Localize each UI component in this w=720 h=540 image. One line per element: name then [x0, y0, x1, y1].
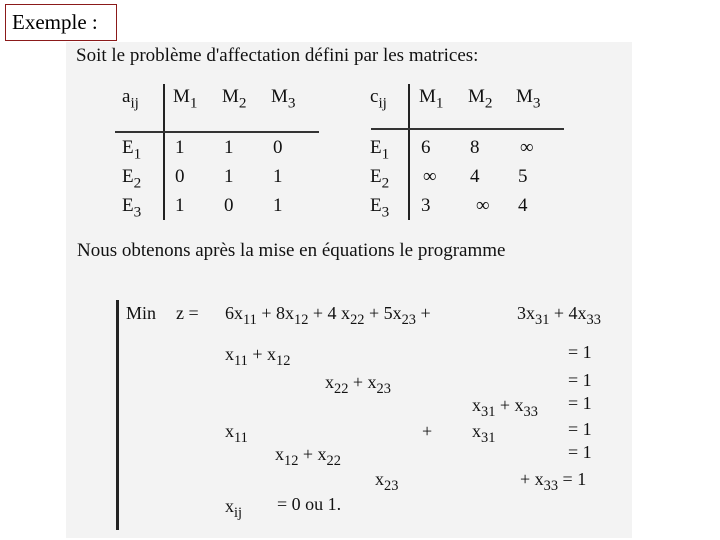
term-base: a	[122, 86, 131, 107]
subscript: ij	[234, 505, 242, 522]
table-cell: ∞	[476, 195, 490, 216]
table-cell: 4	[470, 166, 480, 187]
subscript: 2	[238, 94, 247, 112]
subscript: 3	[381, 203, 390, 221]
table-cell: 1	[224, 137, 234, 158]
term-base: x	[225, 496, 234, 516]
table-cell: 1	[224, 166, 234, 187]
subscript: 23	[384, 478, 399, 495]
subscript: 1	[189, 94, 198, 112]
subscript: 2	[133, 174, 142, 192]
subscript: 12	[284, 453, 299, 470]
term-base: + 5x	[364, 303, 402, 323]
term-base: M	[173, 86, 190, 107]
subscript: 33	[586, 312, 601, 329]
subscript: 23	[376, 381, 391, 398]
term-base: E	[122, 195, 134, 216]
subscript: 31	[481, 430, 496, 447]
term-base: x	[225, 421, 234, 441]
column-header	[419, 86, 444, 112]
constraint-rhs: = 1	[568, 442, 592, 462]
table-cell: 1	[273, 166, 283, 187]
subscript: 2	[484, 94, 493, 112]
term-base: x	[472, 421, 481, 441]
term-base: E	[122, 137, 134, 158]
term-base: E	[122, 166, 134, 187]
term-base: E	[370, 166, 382, 187]
table-cell: 1	[175, 195, 185, 216]
row-header	[122, 195, 142, 221]
subscript: 31	[535, 312, 550, 329]
subscript: 1	[381, 145, 390, 163]
plus-sign: +	[422, 421, 433, 441]
term-base: +	[416, 303, 431, 323]
term-base: + x	[247, 344, 277, 364]
row-header	[122, 166, 142, 192]
row-header	[370, 137, 390, 163]
term-base: + x	[495, 395, 524, 415]
table-cell: 3	[421, 195, 431, 216]
subscript: 11	[234, 430, 248, 447]
column-header	[222, 86, 247, 112]
constraint-lhs	[225, 421, 248, 447]
subscript: 33	[543, 478, 559, 495]
constraint-rhs: = 1	[568, 393, 592, 413]
intro-text: Soit le problème d'affectation défini par les matrices:	[76, 45, 479, 66]
term-base: M	[419, 86, 436, 107]
term-base: M	[271, 86, 288, 107]
term-base: x	[275, 444, 284, 464]
constraint-lhs	[472, 395, 538, 421]
subscript: 12	[276, 353, 291, 370]
term-base: + 4x	[549, 303, 587, 323]
subscript: 11	[234, 353, 248, 370]
term-base: x	[375, 469, 384, 489]
term-base: c	[370, 86, 379, 107]
term-base: + 4 x	[308, 303, 351, 323]
row-header	[122, 137, 142, 163]
subscript: 22	[326, 453, 341, 470]
subscript: 22	[334, 381, 349, 398]
term-base: 3x	[517, 303, 535, 323]
table-cell: ∞	[520, 137, 534, 158]
subscript: 3	[287, 94, 296, 112]
constraint-lhs	[275, 444, 341, 470]
table-corner-label	[370, 86, 387, 112]
table-cell: 5	[518, 166, 528, 187]
subscript: 12	[294, 312, 309, 329]
constraint-rhs: = 1	[568, 419, 592, 439]
domain-variable	[225, 496, 242, 522]
objective-expression-right	[517, 303, 601, 329]
term-base: 6x	[225, 303, 243, 323]
table-cell: 6	[421, 137, 431, 158]
table-cell: 1	[273, 195, 283, 216]
column-header	[516, 86, 541, 112]
table-cell: 8	[470, 137, 480, 158]
subscript: 2	[381, 174, 390, 192]
term-base: x	[225, 344, 234, 364]
subscript: 1	[435, 94, 444, 112]
term-base: + 8x	[256, 303, 295, 323]
constraint-rhs: = 1	[568, 370, 592, 390]
constraint-lhs-extra	[520, 469, 587, 495]
subscript: ij	[378, 94, 387, 112]
subscript: 23	[401, 312, 416, 329]
constraint-rhs: = 1	[568, 342, 592, 362]
scanned-exercise-image	[66, 42, 632, 538]
table-divider	[408, 84, 410, 220]
z-label: z =	[176, 303, 199, 323]
term-base: + x	[348, 372, 377, 392]
column-header	[173, 86, 198, 112]
table-divider	[371, 128, 564, 130]
domain-constraint: = 0 ou 1.	[277, 494, 342, 514]
table-divider	[115, 131, 319, 133]
table-cell: 1	[175, 137, 185, 158]
term-base: x	[325, 372, 334, 392]
table-cell: 0	[224, 195, 234, 216]
term-base: E	[370, 195, 382, 216]
table-cell: ∞	[423, 166, 437, 187]
column-header	[271, 86, 296, 112]
program-bracket	[116, 300, 119, 530]
subscript: 31	[481, 404, 496, 421]
subscript: 33	[523, 404, 538, 421]
subscript: 3	[133, 203, 142, 221]
table-cell: 0	[273, 137, 283, 158]
column-header	[468, 86, 493, 112]
subscript: 3	[532, 94, 541, 112]
term-base: M	[468, 86, 485, 107]
table-divider	[163, 84, 165, 220]
subscript: ij	[130, 94, 139, 112]
example-label: Exemple :	[5, 4, 117, 41]
constraint-lhs	[225, 344, 291, 370]
constraint-lhs-extra	[472, 421, 496, 447]
table-cell: 0	[175, 166, 185, 187]
objective-expression	[225, 303, 431, 329]
row-header	[370, 195, 390, 221]
term-base: + x	[298, 444, 327, 464]
term-base: M	[222, 86, 239, 107]
constraint-lhs	[325, 372, 391, 398]
program-intro-text: Nous obtenons après la mise en équations le programme	[77, 240, 506, 261]
term-base: = 1	[558, 469, 587, 489]
min-label: Min	[126, 303, 157, 323]
table-corner-label	[122, 86, 139, 112]
term-base: + x	[520, 469, 544, 489]
subscript: 22	[350, 312, 365, 329]
term-base: x	[472, 395, 481, 415]
term-base: M	[516, 86, 533, 107]
row-header	[370, 166, 390, 192]
subscript: 1	[133, 145, 142, 163]
constraint-lhs	[375, 469, 399, 495]
table-cell: 4	[518, 195, 528, 216]
subscript: 11	[243, 312, 257, 329]
term-base: E	[370, 137, 382, 158]
